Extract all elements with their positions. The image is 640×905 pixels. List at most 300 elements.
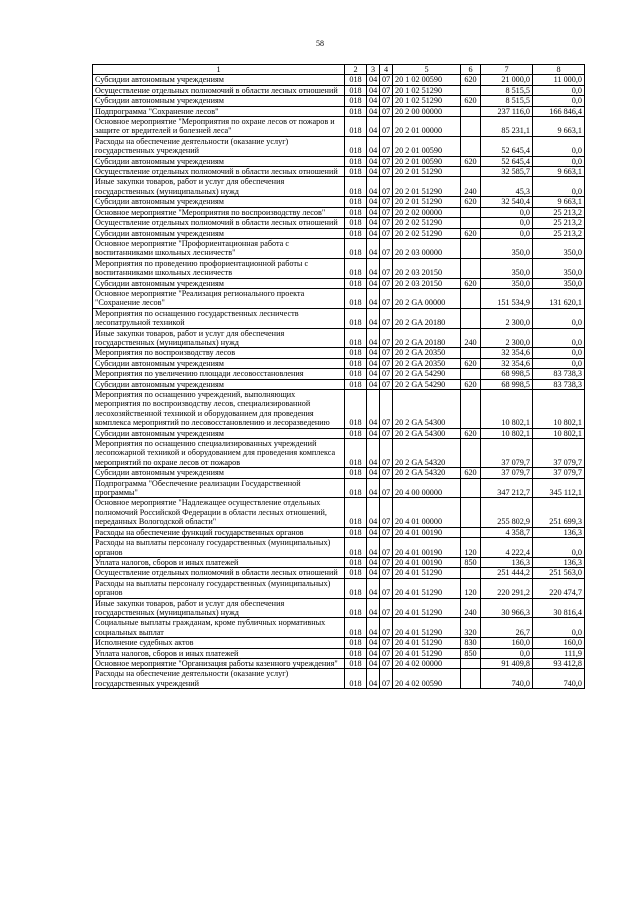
subsection-code: 07	[380, 557, 393, 567]
section-code: 04	[367, 598, 380, 618]
amount-year-2: 0,0	[533, 177, 585, 197]
admin-code: 018	[345, 598, 367, 618]
subsection-code: 07	[380, 106, 393, 116]
section-code: 04	[367, 369, 380, 379]
amount-year-1: 4 358,7	[481, 527, 533, 537]
expense-type	[461, 85, 481, 95]
amount-year-1: 2 300,0	[481, 328, 533, 348]
budget-table	[92, 64, 585, 689]
section-code: 04	[367, 106, 380, 116]
amount-year-1: 85 231,1	[481, 117, 533, 137]
amount-year-1: 32 354,6	[481, 358, 533, 368]
target-article: 20 2 02 51290	[393, 228, 461, 238]
row-name: Основное мероприятие "Мероприятия по охране лесов от пожаров и защите от вредителей и болезней леса"	[93, 117, 345, 137]
amount-year-1: 0,0	[481, 207, 533, 217]
subsection-code: 07	[380, 177, 393, 197]
row-name: Основное мероприятие "Организация работы казенного учреждения"	[93, 658, 345, 668]
target-article: 20 4 02 00000	[393, 658, 461, 668]
section-code: 04	[367, 136, 380, 156]
target-article: 20 2 GA 54290	[393, 369, 461, 379]
subsection-code: 07	[380, 358, 393, 368]
subsection-code: 07	[380, 207, 393, 217]
amount-year-1: 10 802,1	[481, 390, 533, 429]
table-row	[93, 136, 585, 156]
subsection-code: 07	[380, 658, 393, 668]
amount-year-2: 83 738,3	[533, 369, 585, 379]
target-article: 20 4 01 51290	[393, 648, 461, 658]
expense-type	[461, 288, 481, 308]
target-article: 20 2 02 00000	[393, 207, 461, 217]
target-article: 20 2 03 20150	[393, 278, 461, 288]
row-name: Субсидии автономным учреждениям	[93, 379, 345, 389]
section-code: 04	[367, 96, 380, 106]
admin-code: 018	[345, 648, 367, 658]
table-row	[93, 568, 585, 578]
section-code: 04	[367, 568, 380, 578]
row-name: Осуществление отдельных полномочий в области лесных отношений	[93, 167, 345, 177]
row-name: Мероприятия по проведению профориентационной работы с воспитанниками школьных лесничеств	[93, 258, 345, 278]
expense-type	[461, 117, 481, 137]
table-row	[93, 218, 585, 228]
row-name: Иные закупки товаров, работ и услуг для обеспечения государственных (муниципальных) нужд	[93, 328, 345, 348]
section-code: 04	[367, 379, 380, 389]
table-row	[93, 468, 585, 478]
expense-type	[461, 669, 481, 689]
subsection-code: 07	[380, 136, 393, 156]
target-article: 20 2 01 51290	[393, 177, 461, 197]
admin-code: 018	[345, 538, 367, 558]
amount-year-2: 25 213,2	[533, 228, 585, 238]
table-row	[93, 390, 585, 429]
admin-code: 018	[345, 258, 367, 278]
amount-year-2: 0,0	[533, 308, 585, 328]
header-cell: 5	[393, 65, 461, 75]
amount-year-2: 0,0	[533, 136, 585, 156]
amount-year-2: 9 663,1	[533, 197, 585, 207]
admin-code: 018	[345, 390, 367, 429]
expense-type	[461, 258, 481, 278]
row-name: Осуществление отдельных полномочий в области лесных отношений	[93, 218, 345, 228]
subsection-code: 07	[380, 568, 393, 578]
amount-year-2: 131 620,1	[533, 288, 585, 308]
admin-code: 018	[345, 218, 367, 228]
row-name: Мероприятия по оснащению специализированных учреждений лесопожарной техникой и оборудованием для проведения комплекса мероприятий по охране лесов от пожаров	[93, 439, 345, 468]
amount-year-1: 32 585,7	[481, 167, 533, 177]
target-article: 20 2 01 51290	[393, 167, 461, 177]
subsection-code: 07	[380, 218, 393, 228]
amount-year-1: 136,3	[481, 557, 533, 567]
table-row	[93, 638, 585, 648]
target-article: 20 2 GA 54320	[393, 468, 461, 478]
amount-year-2: 10 802,1	[533, 428, 585, 438]
subsection-code: 07	[380, 156, 393, 166]
section-code: 04	[367, 228, 380, 238]
expense-type: 320	[461, 618, 481, 638]
admin-code: 018	[345, 197, 367, 207]
section-code: 04	[367, 348, 380, 358]
table-row	[93, 197, 585, 207]
table-row	[93, 228, 585, 238]
target-article: 20 2 GA 20180	[393, 308, 461, 328]
subsection-code: 07	[380, 75, 393, 85]
expense-type	[461, 568, 481, 578]
admin-code: 018	[345, 669, 367, 689]
expense-type	[461, 207, 481, 217]
admin-code: 018	[345, 638, 367, 648]
amount-year-2: 9 663,1	[533, 167, 585, 177]
header-cell: 7	[481, 65, 533, 75]
amount-year-2: 0,0	[533, 156, 585, 166]
amount-year-1: 0,0	[481, 648, 533, 658]
amount-year-2: 345 112,1	[533, 478, 585, 498]
admin-code: 018	[345, 156, 367, 166]
subsection-code: 07	[380, 527, 393, 537]
target-article: 20 4 01 00000	[393, 498, 461, 527]
row-name: Подпрограмма "Сохранение лесов"	[93, 106, 345, 116]
admin-code: 018	[345, 75, 367, 85]
row-name: Мероприятия по увеличению площади лесовосстановления	[93, 369, 345, 379]
expense-type	[461, 218, 481, 228]
subsection-code: 07	[380, 228, 393, 238]
admin-code: 018	[345, 278, 367, 288]
table-row	[93, 618, 585, 638]
amount-year-2: 0,0	[533, 96, 585, 106]
admin-code: 018	[345, 238, 367, 258]
amount-year-1: 8 515,5	[481, 96, 533, 106]
section-code: 04	[367, 618, 380, 638]
table-row	[93, 369, 585, 379]
admin-code: 018	[345, 468, 367, 478]
expense-type: 620	[461, 156, 481, 166]
subsection-code: 07	[380, 96, 393, 106]
expense-type	[461, 658, 481, 668]
admin-code: 018	[345, 106, 367, 116]
amount-year-2: 0,0	[533, 328, 585, 348]
table-row	[93, 207, 585, 217]
expense-type	[461, 527, 481, 537]
row-name: Мероприятия по оснащению учреждений, выполняющих мероприятия по воспроизводству лесов, специализированной лесохозяйственной техникой и оборудованием для проведения комплекса мероприятий по лесовосстановлению и лесоразведению	[93, 390, 345, 429]
expense-type	[461, 498, 481, 527]
admin-code: 018	[345, 498, 367, 527]
section-code: 04	[367, 538, 380, 558]
admin-code: 018	[345, 568, 367, 578]
row-name: Мероприятия по воспроизводству лесов	[93, 348, 345, 358]
section-code: 04	[367, 207, 380, 217]
amount-year-1: 350,0	[481, 278, 533, 288]
expense-type: 620	[461, 75, 481, 85]
table-row	[93, 348, 585, 358]
expense-type: 830	[461, 638, 481, 648]
amount-year-1: 32 354,6	[481, 348, 533, 358]
admin-code: 018	[345, 369, 367, 379]
amount-year-1: 160,0	[481, 638, 533, 648]
row-name: Иные закупки товаров, работ и услуг для обеспечения государственных (муниципальных) нужд	[93, 177, 345, 197]
section-code: 04	[367, 308, 380, 328]
section-code: 04	[367, 278, 380, 288]
row-name: Субсидии автономным учреждениям	[93, 228, 345, 238]
section-code: 04	[367, 439, 380, 468]
table-row	[93, 177, 585, 197]
expense-type: 620	[461, 278, 481, 288]
subsection-code: 07	[380, 379, 393, 389]
amount-year-2: 166 846,4	[533, 106, 585, 116]
subsection-code: 07	[380, 578, 393, 598]
target-article: 20 1 02 51290	[393, 96, 461, 106]
amount-year-1: 10 802,1	[481, 428, 533, 438]
row-name: Основное мероприятие "Надлежащее осуществление отдельных полномочий Российской Федерации в области лесных отношений, переданных Вологодской области"	[93, 498, 345, 527]
section-code: 04	[367, 638, 380, 648]
subsection-code: 07	[380, 390, 393, 429]
table-row	[93, 439, 585, 468]
section-code: 04	[367, 156, 380, 166]
row-name: Расходы на обеспечение деятельности (оказание услуг) государственных учреждений	[93, 669, 345, 689]
amount-year-2: 350,0	[533, 258, 585, 278]
row-name: Иные закупки товаров, работ и услуг для обеспечения государственных (муниципальных) нужд	[93, 598, 345, 618]
target-article: 20 2 GA 20350	[393, 348, 461, 358]
section-code: 04	[367, 238, 380, 258]
subsection-code: 07	[380, 618, 393, 638]
amount-year-1: 251 444,2	[481, 568, 533, 578]
target-article: 20 2 00 00000	[393, 106, 461, 116]
row-name: Основное мероприятие "Реализация регионального проекта "Сохранение лесов"	[93, 288, 345, 308]
expense-type	[461, 167, 481, 177]
amount-year-1: 350,0	[481, 238, 533, 258]
target-article: 20 2 01 00590	[393, 136, 461, 156]
table-row	[93, 478, 585, 498]
amount-year-2: 0,0	[533, 348, 585, 358]
amount-year-1: 37 079,7	[481, 468, 533, 478]
row-name: Осуществление отдельных полномочий в области лесных отношений	[93, 568, 345, 578]
expense-type	[461, 238, 481, 258]
admin-code: 018	[345, 557, 367, 567]
table-row	[93, 328, 585, 348]
table-row	[93, 278, 585, 288]
expense-type	[461, 439, 481, 468]
target-article: 20 2 GA 54300	[393, 428, 461, 438]
amount-year-1: 21 000,0	[481, 75, 533, 85]
table-row	[93, 598, 585, 618]
subsection-code: 07	[380, 638, 393, 648]
table-row	[93, 75, 585, 85]
amount-year-2: 111,9	[533, 648, 585, 658]
subsection-code: 07	[380, 369, 393, 379]
target-article: 20 2 02 51290	[393, 218, 461, 228]
target-article: 20 4 02 00590	[393, 669, 461, 689]
row-name: Субсидии автономным учреждениям	[93, 96, 345, 106]
row-name: Субсидии автономным учреждениям	[93, 197, 345, 207]
section-code: 04	[367, 468, 380, 478]
header-cell: 3	[367, 65, 380, 75]
subsection-code: 07	[380, 598, 393, 618]
amount-year-2: 25 213,2	[533, 207, 585, 217]
admin-code: 018	[345, 167, 367, 177]
admin-code: 018	[345, 228, 367, 238]
row-name: Подпрограмма "Обеспечение реализации Государственной программы"	[93, 478, 345, 498]
amount-year-1: 350,0	[481, 258, 533, 278]
header-cell: 1	[93, 65, 345, 75]
subsection-code: 07	[380, 328, 393, 348]
table-header-row	[93, 65, 585, 75]
section-code: 04	[367, 358, 380, 368]
amount-year-2: 136,3	[533, 527, 585, 537]
admin-code: 018	[345, 527, 367, 537]
amount-year-1: 8 515,5	[481, 85, 533, 95]
section-code: 04	[367, 328, 380, 348]
row-name: Субсидии автономным учреждениям	[93, 75, 345, 85]
expense-type: 620	[461, 379, 481, 389]
amount-year-2: 83 738,3	[533, 379, 585, 389]
amount-year-1: 91 409,8	[481, 658, 533, 668]
header-cell: 8	[533, 65, 585, 75]
amount-year-2: 10 802,1	[533, 390, 585, 429]
target-article: 20 2 01 00000	[393, 117, 461, 137]
table-row	[93, 117, 585, 137]
expense-type	[461, 348, 481, 358]
subsection-code: 07	[380, 85, 393, 95]
amount-year-2: 11 000,0	[533, 75, 585, 85]
section-code: 04	[367, 478, 380, 498]
page-number: 58	[316, 39, 324, 48]
table-row	[93, 379, 585, 389]
subsection-code: 07	[380, 238, 393, 258]
amount-year-2: 37 079,7	[533, 468, 585, 478]
subsection-code: 07	[380, 648, 393, 658]
amount-year-1: 68 998,5	[481, 369, 533, 379]
table-row	[93, 428, 585, 438]
admin-code: 018	[345, 288, 367, 308]
table-row	[93, 167, 585, 177]
amount-year-1: 68 998,5	[481, 379, 533, 389]
subsection-code: 07	[380, 478, 393, 498]
section-code: 04	[367, 197, 380, 207]
header-cell: 6	[461, 65, 481, 75]
expense-type: 620	[461, 428, 481, 438]
section-code: 04	[367, 557, 380, 567]
row-name: Уплата налогов, сборов и иных платежей	[93, 557, 345, 567]
target-article: 20 2 03 00000	[393, 238, 461, 258]
admin-code: 018	[345, 428, 367, 438]
target-article: 20 4 01 51290	[393, 618, 461, 638]
target-article: 20 1 02 51290	[393, 85, 461, 95]
amount-year-1: 32 540,4	[481, 197, 533, 207]
target-article: 20 2 GA 00000	[393, 288, 461, 308]
row-name: Исполнение судебных актов	[93, 638, 345, 648]
section-code: 04	[367, 498, 380, 527]
target-article: 20 2 GA 20180	[393, 328, 461, 348]
admin-code: 018	[345, 658, 367, 668]
amount-year-2: 0,0	[533, 618, 585, 638]
amount-year-1: 37 079,7	[481, 439, 533, 468]
row-name: Субсидии автономным учреждениям	[93, 156, 345, 166]
section-code: 04	[367, 648, 380, 658]
table-row	[93, 308, 585, 328]
table-row	[93, 557, 585, 567]
row-name: Субсидии автономным учреждениям	[93, 468, 345, 478]
subsection-code: 07	[380, 348, 393, 358]
row-name: Социальные выплаты гражданам, кроме публичных нормативных социальных выплат	[93, 618, 345, 638]
admin-code: 018	[345, 308, 367, 328]
amount-year-1: 255 802,9	[481, 498, 533, 527]
expense-type: 620	[461, 228, 481, 238]
amount-year-2: 251 699,3	[533, 498, 585, 527]
table-row	[93, 669, 585, 689]
target-article: 20 4 01 00190	[393, 527, 461, 537]
subsection-code: 07	[380, 498, 393, 527]
subsection-code: 07	[380, 197, 393, 207]
admin-code: 018	[345, 439, 367, 468]
expense-type: 240	[461, 177, 481, 197]
subsection-code: 07	[380, 308, 393, 328]
section-code: 04	[367, 428, 380, 438]
admin-code: 018	[345, 578, 367, 598]
table-row	[93, 106, 585, 116]
expense-type: 850	[461, 648, 481, 658]
target-article: 20 4 01 51290	[393, 578, 461, 598]
row-name: Расходы на обеспечение деятельности (оказание услуг) государственных учреждений	[93, 136, 345, 156]
table-body	[93, 75, 585, 689]
admin-code: 018	[345, 618, 367, 638]
target-article: 20 4 00 00000	[393, 478, 461, 498]
amount-year-2: 160,0	[533, 638, 585, 648]
target-article: 20 4 01 51290	[393, 568, 461, 578]
subsection-code: 07	[380, 669, 393, 689]
section-code: 04	[367, 390, 380, 429]
amount-year-1: 45,3	[481, 177, 533, 197]
amount-year-1: 740,0	[481, 669, 533, 689]
expense-type	[461, 478, 481, 498]
subsection-code: 07	[380, 288, 393, 308]
admin-code: 018	[345, 328, 367, 348]
table-row	[93, 156, 585, 166]
amount-year-2: 0,0	[533, 538, 585, 558]
admin-code: 018	[345, 379, 367, 389]
amount-year-1: 0,0	[481, 218, 533, 228]
row-name: Субсидии автономным учреждениям	[93, 358, 345, 368]
table-row	[93, 85, 585, 95]
table-row	[93, 658, 585, 668]
row-name: Субсидии автономным учреждениям	[93, 278, 345, 288]
table-row	[93, 527, 585, 537]
amount-year-1: 30 966,3	[481, 598, 533, 618]
amount-year-2: 350,0	[533, 278, 585, 288]
section-code: 04	[367, 177, 380, 197]
row-name: Основное мероприятие "Профориентационная работа с воспитанниками школьных лесничеств"	[93, 238, 345, 258]
admin-code: 018	[345, 478, 367, 498]
section-code: 04	[367, 658, 380, 668]
amount-year-2: 25 213,2	[533, 218, 585, 228]
target-article: 20 2 01 51290	[393, 197, 461, 207]
subsection-code: 07	[380, 167, 393, 177]
subsection-code: 07	[380, 468, 393, 478]
row-name: Осуществление отдельных полномочий в области лесных отношений	[93, 85, 345, 95]
subsection-code: 07	[380, 117, 393, 137]
expense-type: 240	[461, 598, 481, 618]
amount-year-2: 0,0	[533, 85, 585, 95]
amount-year-2: 93 412,8	[533, 658, 585, 668]
table-row	[93, 258, 585, 278]
target-article: 20 4 01 51290	[393, 598, 461, 618]
subsection-code: 07	[380, 278, 393, 288]
section-code: 04	[367, 75, 380, 85]
section-code: 04	[367, 218, 380, 228]
amount-year-2: 37 079,7	[533, 439, 585, 468]
subsection-code: 07	[380, 258, 393, 278]
target-article: 20 1 02 00590	[393, 75, 461, 85]
section-code: 04	[367, 258, 380, 278]
target-article: 20 4 01 00190	[393, 538, 461, 558]
row-name: Расходы на выплаты персоналу государственных (муниципальных) органов	[93, 538, 345, 558]
table-row	[93, 288, 585, 308]
